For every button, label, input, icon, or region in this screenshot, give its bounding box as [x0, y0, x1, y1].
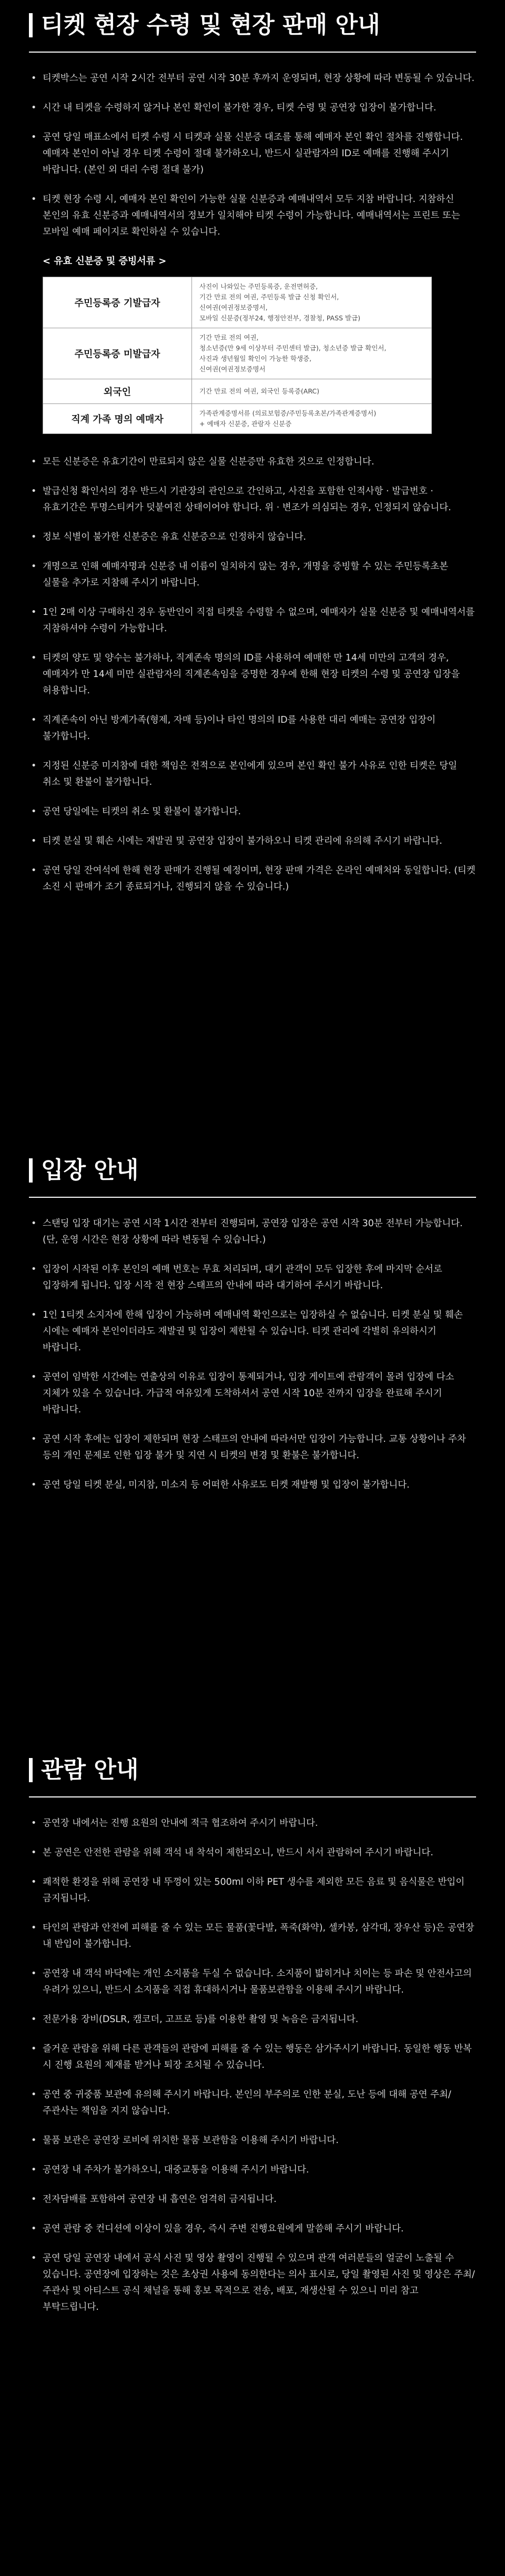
section-title — [29, 9, 476, 41]
list-item: • 모든 신분증은 유효기간이 만료되지 않은 실물 신분증만 유효한 것으로 인정합니다. — [29, 454, 476, 470]
list-item: • 공연장 내 객석 바닥에는 개인 소지품을 두실 수 없습니다. 소지품이 밟히거나 치이는 등 파손 및 안전사고의 우려가 있으니, 반드시 소지품을 직접 휴대하시거나 물품보관함을 이용해 주시기 바랍니다. — [29, 1966, 476, 1998]
table-row-label: 주민등록증 미발급자 — [43, 328, 192, 379]
list-item: • 공연장 내에서는 진행 요원의 안내에 적극 협조하여 주시기 바랍니다. — [29, 1815, 476, 1832]
section-viewing — [29, 1754, 476, 2329]
list-item: • 1인 2매 이상 구매하신 경우 동반인이 직접 티켓을 수령할 수 없으며, 예매자가 실물 신분증 및 예매내역서를 지참하셔야 수령이 가능합니다. — [29, 604, 476, 637]
valid-id-heading: < 유효 신분증 및 증빙서류 > — [43, 256, 167, 267]
list-item: • 직계존속이 아닌 방계가족(형제, 자매 등)이나 타인 명의의 ID를 사용한 대리 예매는 공연장 입장이 불가합니다. — [29, 712, 476, 745]
table-row-value: 기간 만료 전의 여권, 외국인 등록증(ARC) — [192, 379, 432, 404]
table-row — [43, 328, 432, 379]
list-item: • 타인의 관람과 안전에 피해를 줄 수 있는 모든 물품(꽃다발, 폭죽(화약), 셀카봉, 삼각대, 장우산 등)은 공연장 내 반입이 불가합니다. — [29, 1920, 476, 1953]
list-item: • 공연 당일 매표소에서 티켓 수령 시 티켓과 실물 신분증 대조를 통해 예매자 본인 확인 절차를 진행합니다. 예매자 본인이 아닐 경우 티켓 수령이 절대 불가하오니, 반드시 실관람자의 ID로 예매를 진행해 주시기 바랍니다. (본인 외 대리 수령 절대 불가) — [29, 129, 476, 178]
section-entry — [29, 1155, 476, 1507]
bullet-list — [29, 1216, 476, 1493]
section-title-text: 입장 안내 — [41, 1157, 139, 1184]
list-item: • 공연 중 귀중품 보관에 유의해 주시기 바랍니다. 본인의 부주의로 인한 분실, 도난 등에 대해 공연 주최/주관사는 책임을 지지 않습니다. — [29, 2087, 476, 2119]
section-title — [29, 1155, 476, 1186]
table-row-label: 직계 가족 명의 예매자 — [43, 404, 192, 434]
table-row-label: 주민등록증 기발급자 — [43, 277, 192, 328]
bullet-list — [29, 1815, 476, 2316]
list-item: • 지정된 신분증 미지참에 대한 책임은 전적으로 본인에게 있으며 본인 확인 불가 사유로 인한 티켓은 당일 취소 및 환불이 불가합니다. — [29, 758, 476, 791]
list-item: • 본 공연은 안전한 관람을 위해 객석 내 착석이 제한되오니, 반드시 서서 관람하여 주시기 바랍니다. — [29, 1845, 476, 1861]
section-divider — [29, 1197, 476, 1198]
title-bar-decoration — [29, 13, 33, 37]
table-row-value: 가족관계증명서류 (의료보험증/주민등록초본/가족관계증명서) + 예매자 신분증, 관람자 신분증 — [192, 404, 432, 434]
table-row-value: 기간 만료 전의 여권, 청소년증(만 9세 이상부터 주민센터 발급), 청소년증 발급 확인서, 사진과 생년월일 확인이 가능한 학생증, 신여권(여권정보증명서 — [192, 328, 432, 379]
list-item: • 입장이 시작된 이후 본인의 예매 번호는 무효 처리되며, 대기 관객이 모두 입장한 후에 마지막 순서로 입장하게 됩니다. 입장 시작 전 현장 스태프의 안내에 따라 대기하여 주시기 바랍니다. — [29, 1261, 476, 1294]
list-item: • 공연이 임박한 시간에는 연출상의 이유로 입장이 통제되거나, 입장 게이트에 관람객이 몰려 입장에 다소 지체가 있을 수 있습니다. 가급적 여유있게 도착하셔서 공연 시작 10분 전까지 입장을 완료해 주시기 바랍니다. — [29, 1369, 476, 1418]
list-item: • 정보 식별이 불가한 신분증은 유효 신분증으로 인정하지 않습니다. — [29, 529, 476, 545]
list-item: • 티켓박스는 공연 시작 2시간 전부터 공연 시작 30분 후까지 운영되며, 현장 상황에 따라 변동될 수 있습니다. — [29, 70, 476, 87]
list-item: • 1인 1티켓 소지자에 한해 입장이 가능하며 예매내역 확인으로는 입장하실 수 없습니다. 티켓 분실 및 훼손 시에는 예매자 본인이더라도 재발권 및 입장이 제한될 수 있습니다. 티켓 관리에 각별히 유의하시기 바랍니다. — [29, 1307, 476, 1356]
list-item: • 시간 내 티켓을 수령하지 않거나 본인 확인이 불가한 경우, 티켓 수령 및 공연장 입장이 불가합니다. — [29, 100, 476, 116]
bullet-list — [29, 70, 476, 240]
list-item: • 공연 시작 후에는 입장이 제한되며 현장 스태프의 안내에 따라서만 입장이 가능합니다. 교통 상황이나 주차 등의 개인 문제로 인한 입장 불가 및 지연 시 티켓의 변경 및 환불은 불가합니다. — [29, 1431, 476, 1464]
list-item: • 전자담배를 포함하여 공연장 내 흡연은 엄격히 금지됩니다. — [29, 2191, 476, 2208]
list-item: • 개명으로 인해 예매자명과 신분증 내 이름이 일치하지 않는 경우, 개명을 증빙할 수 있는 주민등록초본 실물을 추가로 지참해 주시기 바랍니다. — [29, 559, 476, 591]
list-item: • 공연 당일에는 티켓의 취소 및 환불이 불가합니다. — [29, 804, 476, 820]
list-item: • 스탠딩 입장 대기는 공연 시작 1시간 전부터 진행되며, 공연장 입장은 공연 시작 30분 전부터 가능합니다. (단, 운영 시간은 현장 상황에 따라 변동될 수 있습니다.) — [29, 1216, 476, 1248]
list-item: • 공연 당일 공연장 내에서 공식 사진 및 영상 촬영이 진행될 수 있으며 관객 여러분들의 얼굴이 노출될 수 있습니다. 공연장에 입장하는 것은 초상권 사용에 동의한다는 의사 표시로, 당일 촬영된 사진 및 영상은 주최/주관사 및 아티스트 공식 채널을 통해 홍보 목적으로 전송, 배포, 재생산될 수 있으니 미리 참고 부탁드립니다. — [29, 2250, 476, 2316]
section-divider — [29, 52, 476, 53]
list-item: • 티켓 현장 수령 시, 예매자 본인 확인이 가능한 실물 신분증과 예매내역서 모두 지참 바랍니다. 지참하신 본인의 유효 신분증과 예매내역서의 정보가 일치해야 티켓 수령이 가능합니다. 예매내역서는 프린트 또는 모바일 예매 페이지로 확인하실 수 있습니다. — [29, 191, 476, 240]
bullet-list — [29, 454, 476, 895]
table-row-value: 사진이 나와있는 주민등록증, 운전면허증, 기간 만료 전의 여권, 주민등록 발급 신청 확인서, 신여권(여권정보증명서, 모바일 신분증(정부24, 행정안전부, 경찰청, PASS 발급) — [192, 277, 432, 328]
list-item: • 물품 보관은 공연장 로비에 위치한 물품 보관함을 이용해 주시기 바랍니다. — [29, 2133, 476, 2149]
list-item: • 티켓 분실 및 훼손 시에는 재발권 및 공연장 입장이 불가하오니 티켓 관리에 유의해 주시기 바랍니다. — [29, 833, 476, 850]
section-title — [29, 1754, 476, 1786]
list-item: • 공연 당일 잔여석에 한해 현장 판매가 진행될 예정이며, 현장 판매 가격은 온라인 예매처와 동일합니다. (티켓 소진 시 판매가 조기 종료되거나, 진행되지 않을 수 있습니다.) — [29, 863, 476, 895]
table-row — [43, 379, 432, 404]
list-item: • 즐거운 관람을 위해 다른 관객들의 관람에 피해를 줄 수 있는 행동은 삼가주시기 바랍니다. 동일한 행동 반복 시 진행 요원의 제재를 받거나 퇴장 조치될 수 있습니다. — [29, 2041, 476, 2074]
table-row — [43, 404, 432, 434]
list-item: • 쾌적한 환경을 위해 공연장 내 뚜껑이 있는 500ml 이하 PET 생수를 제외한 모든 음료 및 음식물은 반입이 금지됩니다. — [29, 1874, 476, 1907]
list-item: • 발급신청 확인서의 경우 반드시 기관장의 관인으로 간인하고, 사진을 포함한 인적사항 · 발급번호 · 유효기간은 투명스티커가 덧붙여진 상태이어야 합니다. 위 · 변조가 의심되는 경우, 인정되지 않습니다. — [29, 483, 476, 516]
table-row — [43, 277, 432, 328]
valid-id-block — [43, 254, 476, 434]
title-bar-decoration — [29, 1158, 33, 1183]
list-item: • 공연 관람 중 컨디션에 이상이 있을 경우, 즉시 주변 진행요원에게 말씀해 주시기 바랍니다. — [29, 2221, 476, 2237]
section-title-text: 티켓 현장 수령 및 현장 판매 안내 — [41, 12, 380, 38]
title-bar-decoration — [29, 1758, 33, 1782]
table-row-label: 외국인 — [43, 379, 192, 404]
list-item: • 전문가용 장비(DSLR, 캠코더, 고프로 등)를 이용한 촬영 및 녹음은 금지됩니다. — [29, 2012, 476, 2028]
list-item: • 티켓의 양도 및 양수는 불가하나, 직계존속 명의의 ID를 사용하여 예매한 만 14세 미만의 고객의 경우, 예매자가 만 14세 미만 실관람자의 직계존속임을 증명한 경우에 한해 현장 티켓의 수령 및 공연장 입장을 허용합니다. — [29, 650, 476, 699]
list-item: • 공연장 내 주차가 불가하오니, 대중교통을 이용해 주시기 바랍니다. — [29, 2162, 476, 2178]
list-item: • 공연 당일 티켓 분실, 미지참, 미소지 등 어떠한 사유로도 티켓 재발행 및 입장이 불가합니다. — [29, 1477, 476, 1493]
section-ticket-pickup — [29, 9, 476, 908]
valid-id-table — [43, 277, 432, 434]
section-title-text: 관람 안내 — [41, 1756, 139, 1783]
section-divider — [29, 1796, 476, 1797]
